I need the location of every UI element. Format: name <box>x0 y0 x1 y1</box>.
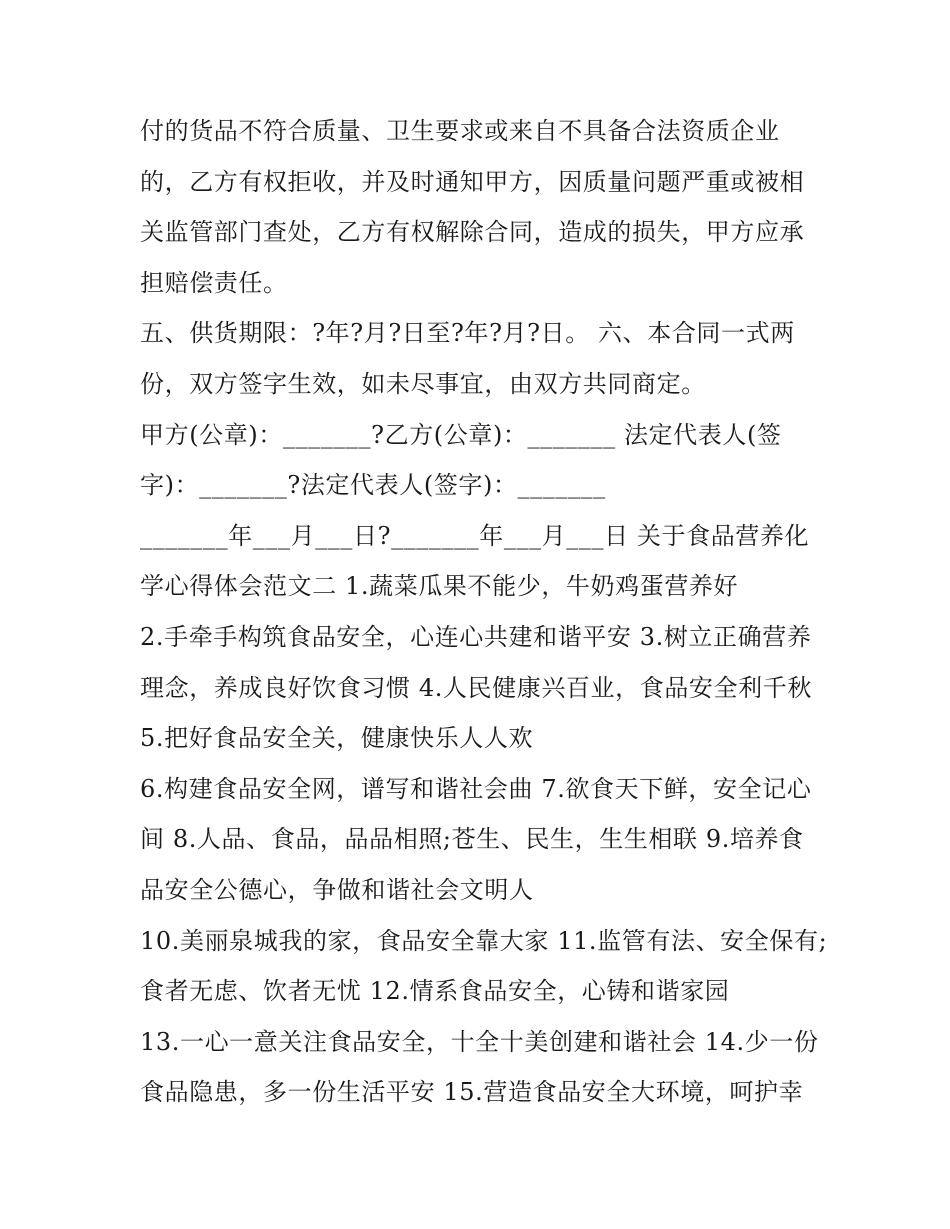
text-line-11: 2.手牵手构筑食品安全，心连心共建和谐平安 3.树立正确营养 <box>140 622 812 651</box>
text-line-10: 学心得体会范文二 1.蔬菜瓜果不能少，牛奶鸡蛋营养好 <box>140 572 739 601</box>
text-line-16: 品安全公德心，争做和谐社会文明人 <box>140 875 534 904</box>
text-line-6: 份，双方签字生效，如未尽事宜，由双方共同商定。 <box>140 369 706 398</box>
text-line-8: 字)：_______?法定代表人(签字)：_______ <box>140 471 606 500</box>
text-line-15: 间 8.人品、食品，品品相照;苍生、民生，生生相联 9.培养食 <box>140 825 804 854</box>
text-line-12: 理念，养成良好饮食习惯 4.人民健康兴百业，食品安全利千秋 <box>140 673 812 702</box>
text-line-2: 的，乙方有权拒收，并及时通知甲方，因质量问题严重或被相 <box>140 167 805 196</box>
text-line-13: 5.把好食品安全关，健康快乐人人欢 <box>140 724 534 753</box>
text-line-1: 付的货品不符合质量、卫生要求或来自不具备合法资质企业 <box>140 117 780 145</box>
body-text <box>140 106 828 1118</box>
text-line-3: 关监管部门查处，乙方有权解除合同，造成的损失，甲方应承 <box>140 218 805 247</box>
text-line-4: 担赔偿责任。 <box>140 268 288 297</box>
text-line-19: 13.一心一意关注食品安全，十全十美创建和谐社会 14.少一份 <box>140 1027 819 1056</box>
text-line-14: 6.构建食品安全网，谱写和谐社会曲 7.欲食天下鲜，安全记心 <box>140 774 812 803</box>
text-line-9: _______年___月___日?_______年___月___日 关于食品营养化 <box>140 521 810 550</box>
text-line-5: 五、供货期限：?年?月?日至?年?月?日。 六、本合同一式两 <box>140 319 795 348</box>
text-line-18: 食者无虑、饮者无忧 12.情系食品安全，心铸和谐家园 <box>140 977 730 1006</box>
text-line-7: 甲方(公章)：_______?乙方(公章)：_______ 法定代表人(签 <box>140 420 782 449</box>
text-line-17: 10.美丽泉城我的家，食品安全靠大家 11.监管有法、安全保有; <box>140 926 828 955</box>
text-line-20: 食品隐患，多一份生活平安 15.营造食品安全大环境，呵护幸 <box>140 1078 804 1107</box>
